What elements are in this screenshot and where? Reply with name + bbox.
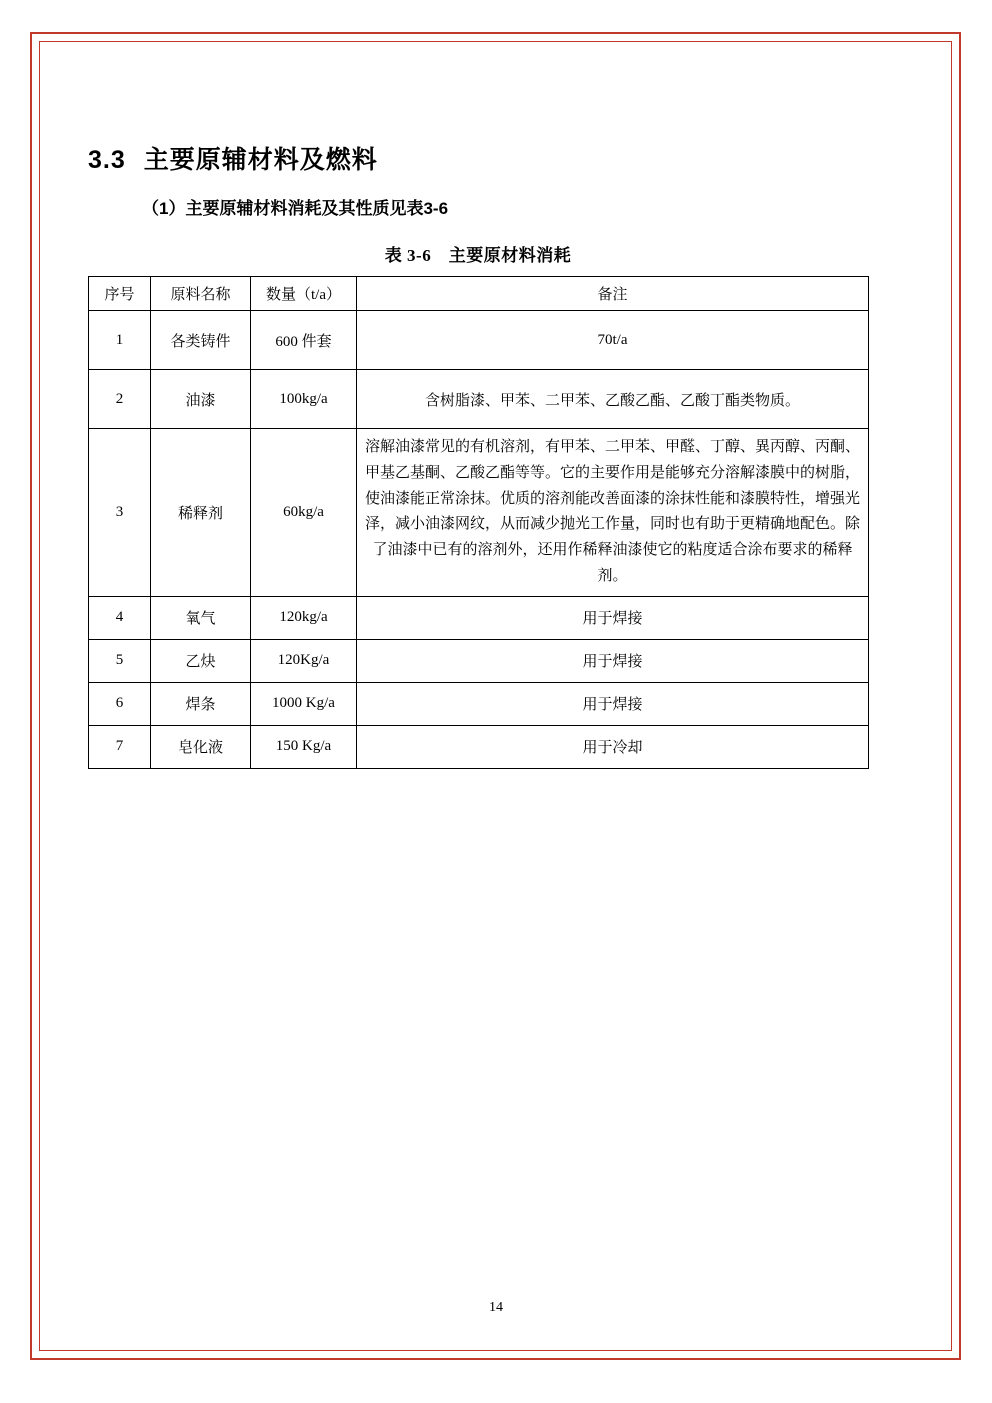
- section-title-text: 主要原辅材料及燃料: [143, 146, 378, 174]
- cell-name: 乙炔: [151, 639, 251, 682]
- column-header-qty: 数量（t/a）: [251, 277, 357, 311]
- cell-qty: 600 件套: [251, 311, 357, 370]
- column-header-no: 序号: [89, 277, 151, 311]
- cell-no: 4: [89, 596, 151, 639]
- cell-qty: 150 Kg/a: [251, 725, 357, 768]
- page-title: [88, 140, 868, 176]
- cell-qty: 100kg/a: [251, 370, 357, 429]
- cell-note: 溶解油漆常见的有机溶剂，有甲苯、二甲苯、甲醛、丁醇、異丙醇、丙酮、甲基乙基酮、乙酸乙酯等等。它的主要作用是能够充分溶解漆膜中的树脂，使油漆能正常涂抹。优质的溶剂能改善面漆的涂抹性能和漆膜特性，增强光泽，减小油漆网纹，从而减少抛光工作量，同时也有助于更精确地配色。除了油漆中已有的溶剂外，还用作稀释油漆使它的粘度适合涂布要求的稀释剂。: [357, 429, 869, 597]
- column-header-note: 备注: [357, 277, 869, 311]
- materials-table: [88, 276, 869, 769]
- cell-qty: 120Kg/a: [251, 639, 357, 682]
- cell-name: 各类铸件: [151, 311, 251, 370]
- cell-no: 6: [89, 682, 151, 725]
- cell-name: 氧气: [151, 596, 251, 639]
- table-header-row: [89, 277, 869, 311]
- cell-note: 用于冷却: [357, 725, 869, 768]
- column-header-name: 原料名称: [151, 277, 251, 311]
- table-row: [89, 429, 869, 597]
- cell-name: 稀释剂: [151, 429, 251, 597]
- cell-note: 70t/a: [357, 311, 869, 370]
- cell-name: 皂化液: [151, 725, 251, 768]
- cell-no: 2: [89, 370, 151, 429]
- cell-note: 用于焊接: [357, 596, 869, 639]
- cell-qty: 60kg/a: [251, 429, 357, 597]
- cell-name: 焊条: [151, 682, 251, 725]
- table-row: [89, 596, 869, 639]
- cell-no: 3: [89, 429, 151, 597]
- table-caption: 表 3-6 主要原材料消耗: [384, 246, 572, 265]
- page-number: 14: [489, 1300, 503, 1315]
- cell-no: 5: [89, 639, 151, 682]
- page-content: [88, 140, 868, 769]
- cell-qty: 1000 Kg/a: [251, 682, 357, 725]
- cell-note: 含树脂漆、甲苯、二甲苯、乙酸乙酯、乙酸丁酯类物质。: [357, 370, 869, 429]
- table-row: [89, 370, 869, 429]
- subsection-heading: （1）主要原辅材料消耗及其性质见表3-6: [142, 199, 449, 218]
- table-row: [89, 311, 869, 370]
- cell-name: 油漆: [151, 370, 251, 429]
- table-row: [89, 725, 869, 768]
- section-number: 3.3: [88, 146, 126, 174]
- cell-note: 用于焊接: [357, 639, 869, 682]
- cell-no: 1: [89, 311, 151, 370]
- table-row: [89, 682, 869, 725]
- cell-no: 7: [89, 725, 151, 768]
- table-row: [89, 639, 869, 682]
- cell-qty: 120kg/a: [251, 596, 357, 639]
- cell-note: 用于焊接: [357, 682, 869, 725]
